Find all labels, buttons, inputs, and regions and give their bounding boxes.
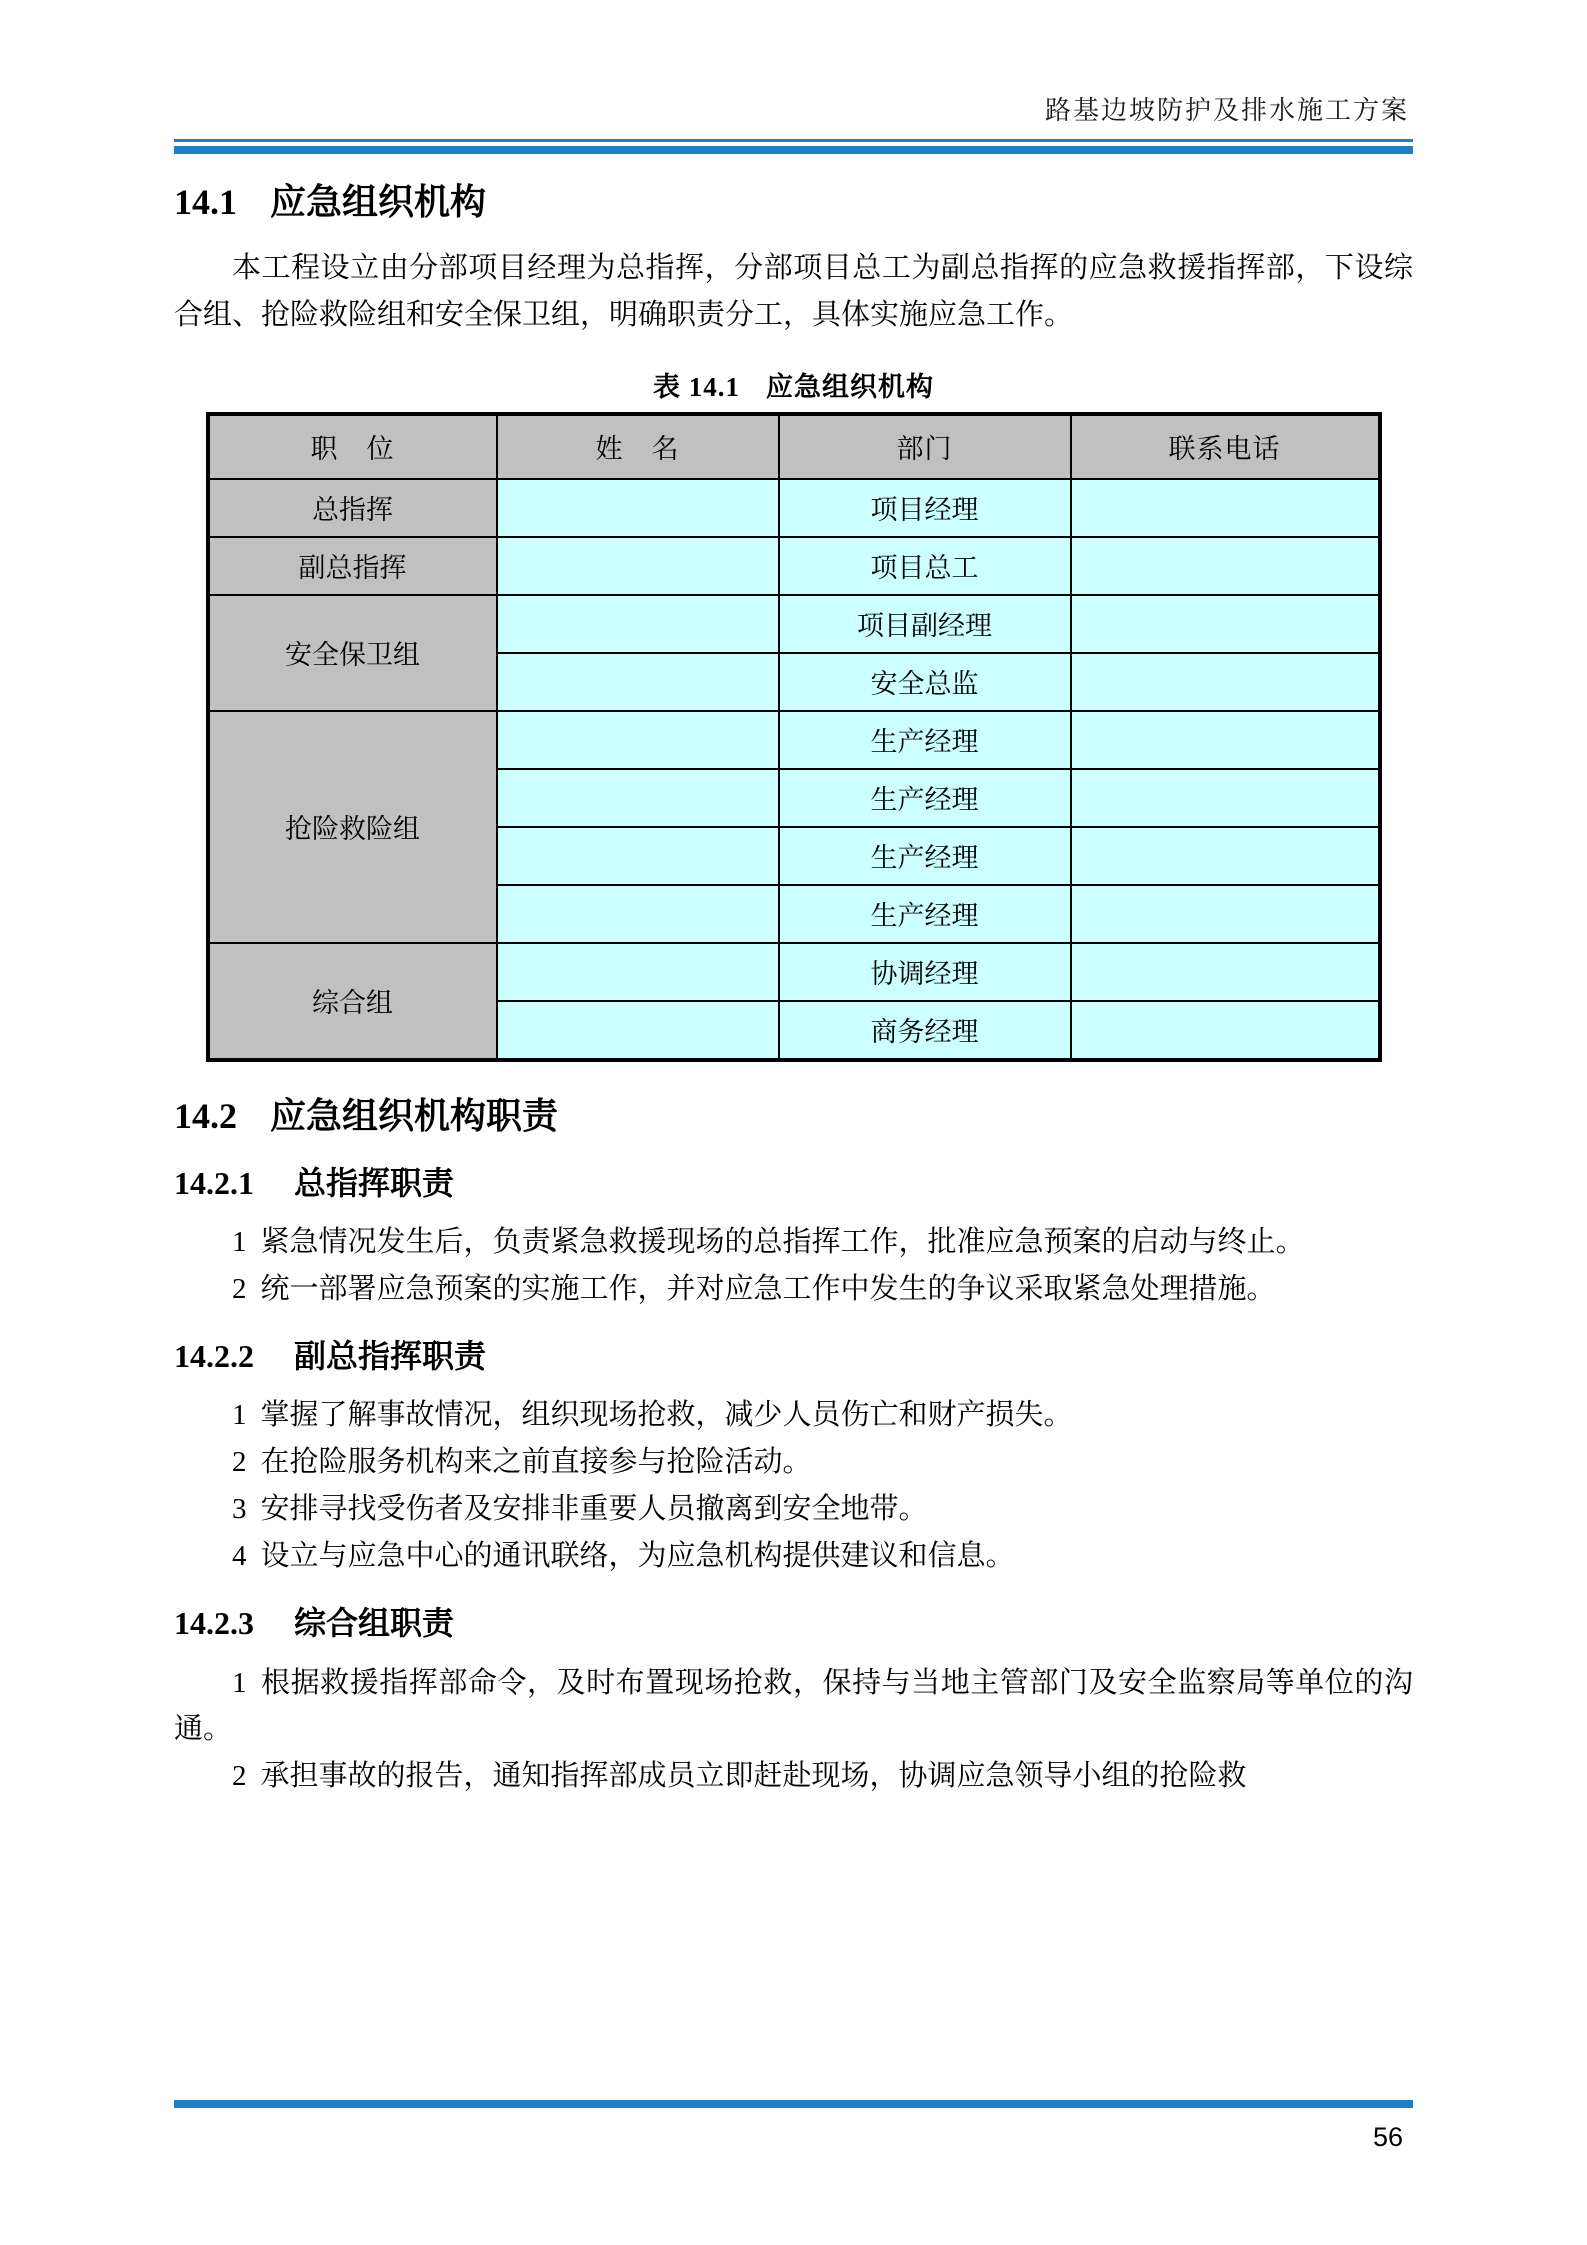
page-number: 56	[1372, 2122, 1403, 2152]
cell-position: 副总指挥	[208, 537, 497, 595]
cell-name	[497, 943, 779, 1001]
table-caption-title: 应急组织机构	[766, 371, 934, 402]
cell-name	[497, 827, 779, 885]
cell-phone	[1071, 595, 1380, 653]
cell-department: 生产经理	[779, 769, 1071, 827]
heading-14-1-number: 14.1	[174, 182, 237, 222]
table-header	[208, 414, 1380, 479]
cell-department: 项目经理	[779, 479, 1071, 537]
cell-name	[497, 537, 779, 595]
cell-phone	[1071, 479, 1380, 537]
cell-name	[497, 1001, 779, 1060]
list-item	[174, 1660, 1413, 1754]
list-item-index: 2	[232, 1446, 247, 1479]
table-row	[208, 537, 1380, 595]
list-item	[174, 1266, 1413, 1313]
list-item-text: 设立与应急中心的通讯联络，为应急机构提供建议和信息。	[260, 1540, 1015, 1573]
heading-14-2-2-title: 副总指挥职责	[294, 1338, 487, 1375]
list-item-index: 4	[232, 1540, 247, 1573]
heading-14-2-number: 14.2	[174, 1095, 237, 1136]
page-footer	[174, 2100, 1413, 2153]
cell-name	[497, 711, 779, 769]
cell-phone	[1071, 537, 1380, 595]
emergency-org-table	[206, 412, 1382, 1062]
page-header	[174, 95, 1413, 165]
cell-department: 生产经理	[779, 711, 1071, 769]
cell-department: 安全总监	[779, 653, 1071, 711]
list-item-index: 3	[232, 1493, 247, 1526]
heading-14-2-1-title: 总指挥职责	[294, 1165, 455, 1202]
cell-phone	[1071, 653, 1380, 711]
table-row	[208, 711, 1380, 769]
heading-14-2	[174, 1092, 1413, 1141]
heading-14-2-1	[174, 1162, 1413, 1205]
cell-department: 项目总工	[779, 537, 1071, 595]
list-item-text: 承担事故的报告，通知指挥部成员立即赶赴现场，协调应急领导小组的抢险救	[260, 1760, 1247, 1793]
cell-name	[497, 479, 779, 537]
table-caption-label: 表 14.1	[653, 371, 740, 402]
cell-department: 项目副经理	[779, 595, 1071, 653]
cell-position: 抢险救险组	[208, 711, 497, 943]
cell-phone	[1071, 1001, 1380, 1060]
column-header-department: 部门	[779, 414, 1071, 479]
list-item-text: 在抢险服务机构来之前直接参与抢险活动。	[260, 1446, 812, 1479]
list-item	[174, 1439, 1413, 1486]
cell-name	[497, 595, 779, 653]
cell-phone	[1071, 827, 1380, 885]
header-title: 路基边坡防护及排水施工方案	[1044, 96, 1409, 125]
list-item-text: 根据救援指挥部命令，及时布置现场抢救，保持与当地主管部门及安全监察局等单位的沟通。	[174, 1666, 1413, 1746]
list-item-text: 紧急情况发生后，负责紧急救援现场的总指挥工作，批准应急预案的启动与终止。	[260, 1226, 1305, 1259]
cell-department: 协调经理	[779, 943, 1071, 1001]
list-item-text: 安排寻找受伤者及安排非重要人员撤离到安全地带。	[260, 1493, 928, 1526]
table-row	[208, 479, 1380, 537]
list-item-text: 统一部署应急预案的实施工作，并对应急工作中发生的争议采取紧急处理措施。	[260, 1273, 1276, 1306]
cell-position: 综合组	[208, 943, 497, 1060]
column-header-phone: 联系电话	[1071, 414, 1380, 479]
list-item-index: 2	[232, 1273, 247, 1306]
heading-14-2-2-number: 14.2.2	[174, 1338, 254, 1375]
cell-phone	[1071, 885, 1380, 943]
cell-name	[497, 769, 779, 827]
heading-14-2-2	[174, 1335, 1413, 1378]
list-item	[174, 1219, 1413, 1266]
list-item-index: 1	[232, 1666, 247, 1699]
list-item-index: 1	[232, 1399, 247, 1432]
footer-rule	[174, 2100, 1413, 2108]
list-14-2-3	[174, 1660, 1413, 1801]
list-item	[174, 1392, 1413, 1439]
list-14-2-2	[174, 1392, 1413, 1580]
column-header-position: 职 位	[208, 414, 497, 479]
cell-department: 生产经理	[779, 885, 1071, 943]
paragraph-14-1: 本工程设立由分部项目经理为总指挥，分部项目总工为副总指挥的应急救援指挥部，下设综合组、抢险救险组和安全保卫组，明确职责分工，具体实施应急工作。	[174, 251, 1413, 331]
cell-name	[497, 885, 779, 943]
list-item-index: 2	[232, 1760, 247, 1793]
heading-14-1-title: 应急组织机构	[270, 182, 487, 222]
heading-14-2-1-number: 14.2.1	[174, 1165, 254, 1202]
cell-name	[497, 653, 779, 711]
table-caption	[174, 365, 1413, 404]
cell-phone	[1071, 711, 1380, 769]
cell-phone	[1071, 943, 1380, 1001]
heading-14-2-3	[174, 1602, 1413, 1645]
header-rule-thick	[174, 146, 1413, 154]
cell-phone	[1071, 769, 1380, 827]
cell-position: 总指挥	[208, 479, 497, 537]
table-row	[208, 595, 1380, 653]
cell-department: 生产经理	[779, 827, 1071, 885]
list-item-text: 掌握了解事故情况，组织现场抢救，减少人员伤亡和财产损失。	[260, 1399, 1073, 1432]
heading-14-2-3-title: 综合组职责	[294, 1605, 455, 1642]
list-item	[174, 1486, 1413, 1533]
heading-14-2-3-number: 14.2.3	[174, 1605, 254, 1642]
header-rule	[174, 139, 1413, 154]
document-content	[174, 178, 1413, 1800]
table-header-row	[208, 414, 1380, 479]
heading-14-2-title: 应急组织机构职责	[270, 1095, 559, 1136]
heading-14-1	[174, 178, 1413, 227]
table-body	[208, 479, 1380, 1060]
cell-department: 商务经理	[779, 1001, 1071, 1060]
list-item	[174, 1533, 1413, 1580]
column-header-name: 姓 名	[497, 414, 779, 479]
list-item	[174, 1753, 1413, 1800]
cell-position: 安全保卫组	[208, 595, 497, 711]
list-item-index: 1	[232, 1226, 247, 1259]
table-row	[208, 943, 1380, 1001]
list-14-2-1	[174, 1219, 1413, 1313]
